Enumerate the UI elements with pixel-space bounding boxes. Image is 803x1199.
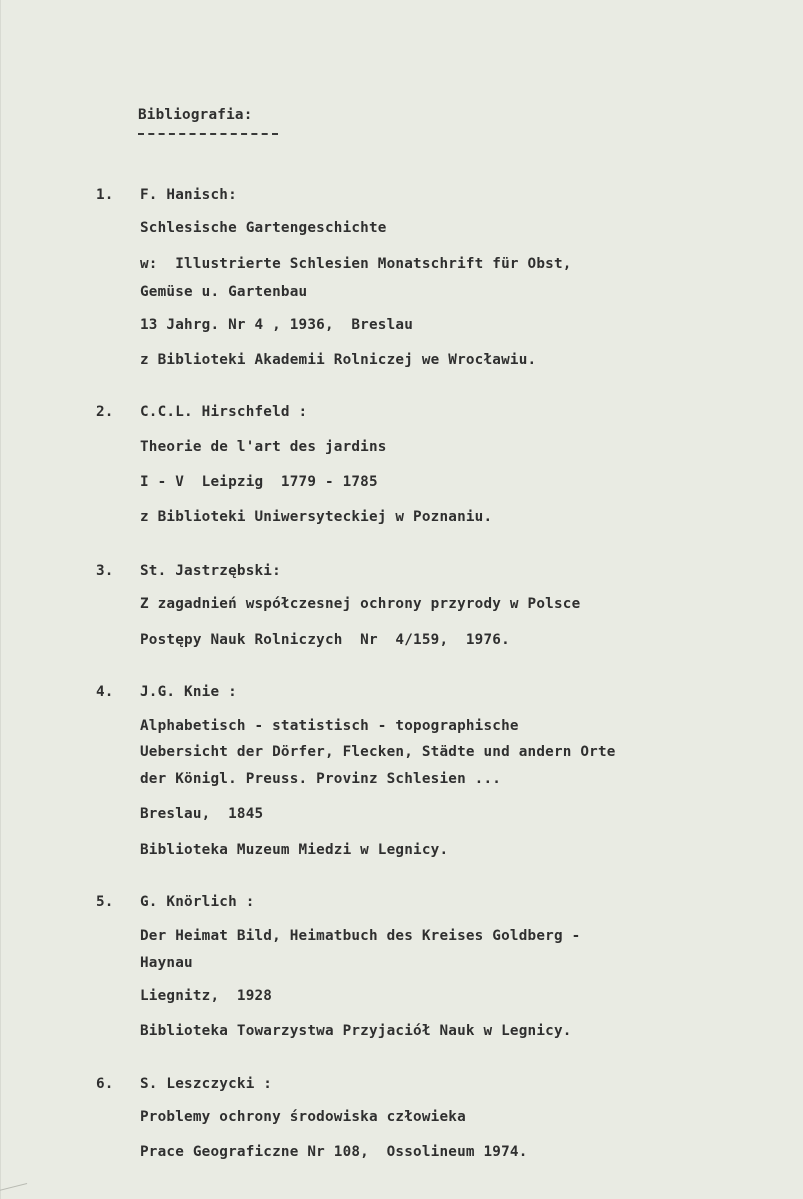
entry-title: Uebersicht der Dörfer, Flecken, Städte und andern Orte <box>140 744 616 760</box>
entry-number: 3. <box>96 563 114 579</box>
entry-author: J.G. Knie : <box>140 684 237 700</box>
entry-title: der Königl. Preuss. Provinz Schlesien ... <box>140 771 502 787</box>
entry-source: Biblioteka Towarzystwa Przyjaciół Nauk w Legnicy. <box>140 1023 572 1039</box>
entry-author: St. Jastrzębski: <box>140 563 281 579</box>
entry-author: C.C.L. Hirschfeld : <box>140 404 308 420</box>
entry-source: Biblioteka Muzeum Miedzi w Legnicy. <box>140 842 449 858</box>
title-underline <box>138 133 278 135</box>
entry-number: 6. <box>96 1076 114 1092</box>
entry-number: 4. <box>96 684 114 700</box>
entry-title: Theorie de l'art des jardins <box>140 439 387 455</box>
entry-number: 1. <box>96 187 114 203</box>
entry-title: Haynau <box>140 955 193 971</box>
entry-author: F. Hanisch: <box>140 187 237 203</box>
entry-line: 13 Jahrg. Nr 4 , 1936, Breslau <box>140 317 414 333</box>
entry-title: Schlesische Gartengeschichte <box>140 220 387 236</box>
entry-number: 2. <box>96 404 114 420</box>
entry-author: G. Knörlich : <box>140 894 255 910</box>
entry-author: S. Leszczycki : <box>140 1076 273 1092</box>
entry-line: w: Illustrierte Schlesien Monatschrift für Obst, <box>140 256 572 272</box>
entry-title: Problemy ochrony środowiska człowieka <box>140 1109 466 1125</box>
entry-title: Der Heimat Bild, Heimatbuch des Kreises Goldberg - <box>140 928 581 944</box>
entry-number: 5. <box>96 894 114 910</box>
entry-line: Liegnitz, 1928 <box>140 988 273 1004</box>
entry-source: z Biblioteki Uniwersyteckiej w Poznaniu. <box>140 509 493 525</box>
entry-line: I - V Leipzig 1779 - 1785 <box>140 474 378 490</box>
entry-line: Breslau, 1845 <box>140 806 264 822</box>
entry-source: Postępy Nauk Rolniczych Nr 4/159, 1976. <box>140 632 510 648</box>
entry-title: Alphabetisch - statistisch - topographische <box>140 718 519 734</box>
entry-source: Prace Geograficzne Nr 108, Ossolineum 1974. <box>140 1144 528 1160</box>
entry-title: Z zagadnień współczesnej ochrony przyrody w Polsce <box>140 596 581 612</box>
entry-line: Gemüse u. Gartenbau <box>140 284 308 300</box>
page-title: Bibliografia: <box>138 107 253 123</box>
entry-source: z Biblioteki Akademii Rolniczej we Wrocławiu. <box>140 352 537 368</box>
